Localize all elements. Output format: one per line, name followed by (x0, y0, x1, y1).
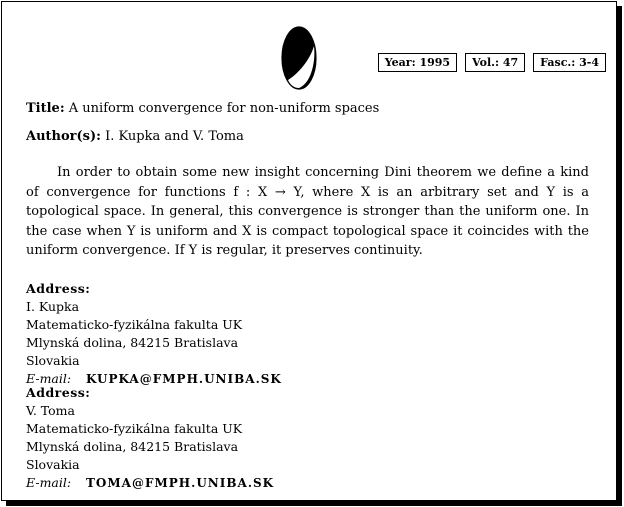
street-address: Mlynská dolina, 84215 Bratislava (26, 439, 239, 454)
year-badge: Year: 1995 (378, 53, 457, 72)
author-name: I. Kupka (26, 299, 80, 314)
country: Slovakia (26, 353, 80, 368)
street-address: Mlynská dolina, 84215 Bratislava (26, 335, 239, 350)
country: Slovakia (26, 457, 80, 472)
authors-label: Author(s): (26, 129, 101, 144)
paper-title-line (26, 101, 379, 116)
email-line (26, 474, 274, 492)
institution: Matematicko-fyzikálna fakulta UK (26, 317, 243, 332)
email-label: E-mail: (26, 475, 72, 490)
abstract: In order to obtain some new insight concerning Dini theorem we define a kind of convergence for functions f : X → Y, where X is an arbitrary set and Y is a topological space. In general, this convergence is stronger than the uniform one. In the case when Y is uniform and X is compact topological space it coincides with the uniform convergence. If Y is regular, it preserves continuity. (26, 165, 589, 258)
volume-badge: Vol.: 47 (465, 53, 525, 72)
issue-info (378, 53, 606, 72)
email-label: E-mail: (26, 371, 72, 386)
address-block (26, 384, 274, 492)
email-address[interactable]: TOMA@FMPH.UNIBA.SK (86, 476, 275, 490)
address-heading: Address: (26, 385, 91, 400)
title-label: Title: (26, 101, 65, 116)
authors: I. Kupka and V. Toma (105, 129, 244, 144)
institution: Matematicko-fyzikálna fakulta UK (26, 421, 243, 436)
authors-line (26, 129, 244, 144)
author-name: V. Toma (26, 403, 75, 418)
journal-logo-icon (280, 24, 318, 92)
address-block (26, 280, 282, 388)
address-heading: Address: (26, 281, 91, 296)
email-address[interactable]: KUPKA@FMPH.UNIBA.SK (86, 372, 282, 386)
fascicle-badge: Fasc.: 3-4 (533, 53, 606, 72)
paper-title: A uniform convergence for non-uniform spaces (68, 101, 380, 116)
